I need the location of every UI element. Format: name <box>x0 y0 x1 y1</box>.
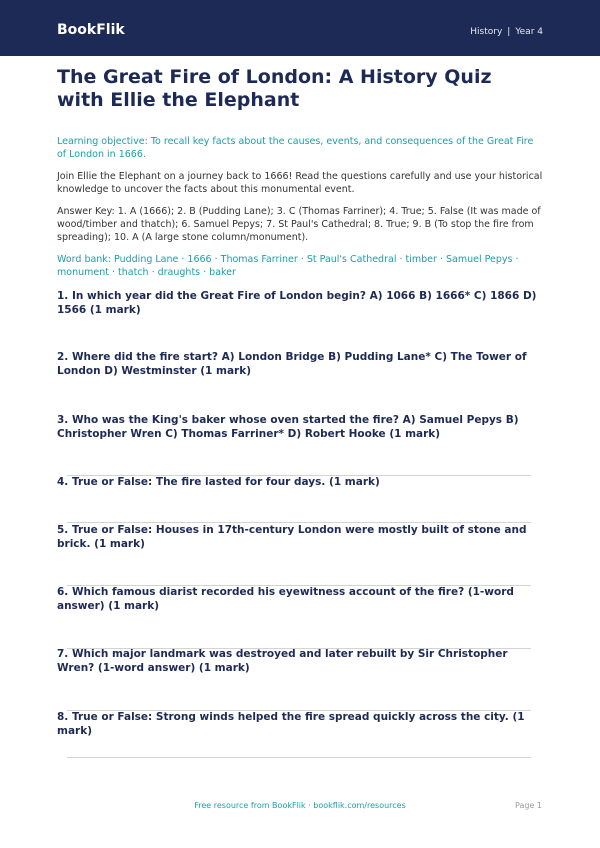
page-number: Page 1 <box>515 801 542 810</box>
footer-source-link[interactable]: Free resource from BookFlik · bookflik.com/resources <box>194 801 406 810</box>
worksheet-intro <box>57 66 543 279</box>
subject-label: History <box>470 27 503 37</box>
intro-text: Join Ellie the Elephant on a journey back to 1666! Read the questions carefully and use your historical knowledge to uncover the facts about this monumental event. <box>57 171 543 195</box>
answer-key: Answer Key: 1. A (1666); 2. B (Pudding Lane); 3. C (Thomas Farriner); 4. True; 5. False (It was made of wood/timber and thatch); 6. Samuel Pepys; 7. St Paul's Cathedral; 8. True; 9. B (To stop the fire from spreading); 10. A (A large stone column/monument). <box>57 206 541 243</box>
question-7: 7. Which major landmark was destroyed and later rebuilt by Sir Christopher Wren? (1-word answer) (1 mark) <box>57 648 508 674</box>
question-5: 5. True or False: Houses in 17th-century London were mostly built of stone and brick. (1 mark) <box>57 524 527 550</box>
learning-objective: Learning objective: To recall key facts about the causes, events, and consequences of the Great Fire of London in 1666. <box>57 136 534 160</box>
question-4: 4. True or False: The fire lasted for four days. (1 mark) <box>57 476 380 488</box>
question-6: 6. Which famous diarist recorded his eyewitness account of the fire? (1-word answer) (1 mark) <box>57 586 514 612</box>
year-label: Year 4 <box>515 27 543 37</box>
question-8: 8. True or False: Strong winds helped the fire spread quickly across the city. (1 mark) <box>57 711 525 737</box>
question-3: 3. Who was the King's baker whose oven started the fire? A) Samuel Pepys B) Christopher Wren C) Thomas Farriner* D) Robert Hooke (1 mark) <box>57 414 519 440</box>
breadcrumb-separator: | <box>507 27 511 37</box>
brand-logo[interactable]: BookFlik <box>57 22 125 38</box>
question-2: 2. Where did the fire start? A) London Bridge B) Pudding Lane* C) The Tower of London D) Westminster (1 mark) <box>57 351 527 377</box>
breadcrumb <box>470 27 543 38</box>
page-title: The Great Fire of London: A History Quiz with Ellie the Elephant <box>57 66 492 111</box>
answer-line[interactable] <box>67 757 531 758</box>
question-1: 1. In which year did the Great Fire of London begin? A) 1066 B) 1666* C) 1866 D) 1566 (1 mark) <box>57 290 537 316</box>
page-header <box>0 0 600 56</box>
word-bank: Word bank: Pudding Lane · 1666 · Thomas Farriner · St Paul's Cathedral · timber · Samuel Pepys · monument · thatch · draughts · baker <box>57 254 519 278</box>
